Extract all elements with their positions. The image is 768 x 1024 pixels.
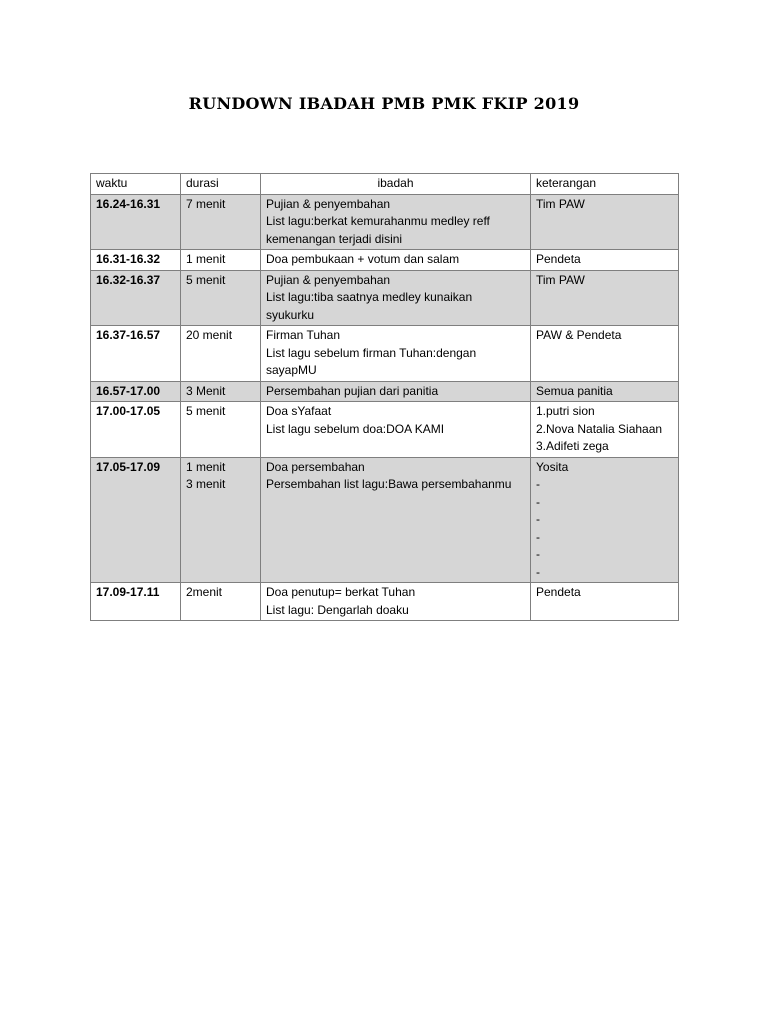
keterangan-line: PAW & Pendeta — [536, 328, 622, 342]
cell-waktu: 16.32-16.37 — [91, 270, 181, 326]
ibadah-line: Persembahan pujian dari panitia — [266, 383, 439, 398]
cell-waktu: 16.24-16.31 — [91, 194, 181, 250]
cell-waktu: 17.00-17.05 — [91, 402, 181, 458]
cell-ibadah — [261, 270, 531, 326]
keterangan-line: Pendeta — [536, 252, 581, 266]
keterangan-line: - — [536, 564, 540, 579]
keterangan-line: - — [536, 512, 540, 526]
header-ibadah: ibadah — [261, 174, 531, 195]
durasi-line: 1 menit — [186, 459, 226, 474]
cell-waktu: 16.57-17.00 — [91, 381, 181, 402]
cell-keterangan — [531, 270, 679, 326]
ibadah-line: Doa persembahan — [266, 459, 365, 474]
ibadah-line: List lagu sebelum doa:DOA KAMI — [266, 421, 445, 436]
keterangan-line: 3.Adifeti zega — [536, 439, 609, 453]
header-keterangan: keterangan — [531, 174, 679, 195]
cell-ibadah — [261, 250, 531, 271]
cell-waktu: 16.31-16.32 — [91, 250, 181, 271]
ibadah-line: Pujian & penyembahan — [266, 272, 391, 287]
cell-keterangan — [531, 402, 679, 458]
keterangan-line: - — [536, 494, 540, 509]
ibadah-line: Persembahan list lagu:Bawa persembahanmu — [266, 477, 512, 491]
keterangan-line: 1.putri sion — [536, 404, 595, 418]
cell-ibadah — [261, 402, 531, 458]
keterangan-line: Semua panitia — [536, 383, 613, 398]
ibadah-line: kemenangan terjadi disini — [266, 231, 403, 246]
cell-ibadah — [261, 381, 531, 402]
table-row — [91, 583, 679, 621]
cell-ibadah — [261, 194, 531, 250]
keterangan-line: - — [536, 529, 540, 544]
table-row — [91, 194, 679, 250]
cell-keterangan — [531, 194, 679, 250]
cell-ibadah — [261, 326, 531, 382]
durasi-line: 7 menit — [186, 196, 226, 211]
ibadah-line: syukurku — [266, 307, 315, 322]
durasi-line: 5 menit — [186, 404, 226, 418]
rundown-table — [90, 173, 679, 621]
cell-ibadah — [261, 583, 531, 621]
cell-keterangan — [531, 326, 679, 382]
table-row — [91, 402, 679, 458]
cell-keterangan — [531, 583, 679, 621]
table-row — [91, 457, 679, 583]
durasi-line: 20 menit — [186, 328, 233, 342]
cell-keterangan — [531, 457, 679, 583]
cell-waktu: 17.09-17.11 — [91, 583, 181, 621]
cell-durasi — [181, 270, 261, 326]
keterangan-line: 2.Nova Natalia Siahaan — [536, 421, 663, 436]
table-header-row — [91, 174, 679, 195]
keterangan-line: Pendeta — [536, 585, 581, 599]
cell-durasi — [181, 194, 261, 250]
header-durasi: durasi — [181, 174, 261, 195]
durasi-line: 2menit — [186, 585, 223, 599]
cell-durasi — [181, 250, 261, 271]
table-row — [91, 270, 679, 326]
ibadah-line: List lagu sebelum firman Tuhan:dengan — [266, 345, 477, 360]
cell-durasi — [181, 326, 261, 382]
keterangan-line: - — [536, 477, 540, 491]
cell-durasi — [181, 583, 261, 621]
table-body — [91, 194, 679, 621]
ibadah-line: List lagu:berkat kemurahanmu medley reff — [266, 214, 490, 228]
keterangan-line — [536, 602, 673, 620]
ibadah-line: Doa sYafaat — [266, 404, 332, 418]
cell-durasi — [181, 402, 261, 458]
ibadah-line: sayapMU — [266, 363, 317, 377]
cell-waktu: 17.05-17.09 — [91, 457, 181, 583]
cell-keterangan — [531, 381, 679, 402]
cell-waktu: 16.37-16.57 — [91, 326, 181, 382]
keterangan-line: Tim PAW — [536, 272, 585, 287]
keterangan-line: Yosita — [536, 459, 569, 474]
table-row — [91, 326, 679, 382]
table-row — [91, 250, 679, 271]
cell-keterangan — [531, 250, 679, 271]
ibadah-line: List lagu:tiba saatnya medley kunaikan — [266, 290, 473, 304]
header-waktu: waktu — [91, 174, 181, 195]
document-title: RUNDOWN IBADAH PMB PMK FKIP 2019 — [188, 94, 580, 113]
cell-ibadah — [261, 457, 531, 583]
durasi-line: 3 menit — [186, 477, 226, 491]
ibadah-line: Firman Tuhan — [266, 328, 341, 342]
ibadah-line: Pujian & penyembahan — [266, 196, 391, 211]
cell-durasi — [181, 457, 261, 583]
ibadah-line: List lagu: Dengarlah doaku — [266, 602, 409, 617]
table-row — [91, 381, 679, 402]
durasi-line: 5 menit — [186, 272, 226, 287]
ibadah-line: Doa penutup= berkat Tuhan — [266, 585, 416, 599]
ibadah-line: Doa pembukaan + votum dan salam — [266, 252, 460, 266]
cell-durasi — [181, 381, 261, 402]
durasi-line: 1 menit — [186, 252, 226, 266]
keterangan-line: - — [536, 547, 540, 561]
durasi-line: 3 Menit — [186, 383, 226, 398]
keterangan-line: Tim PAW — [536, 196, 585, 211]
